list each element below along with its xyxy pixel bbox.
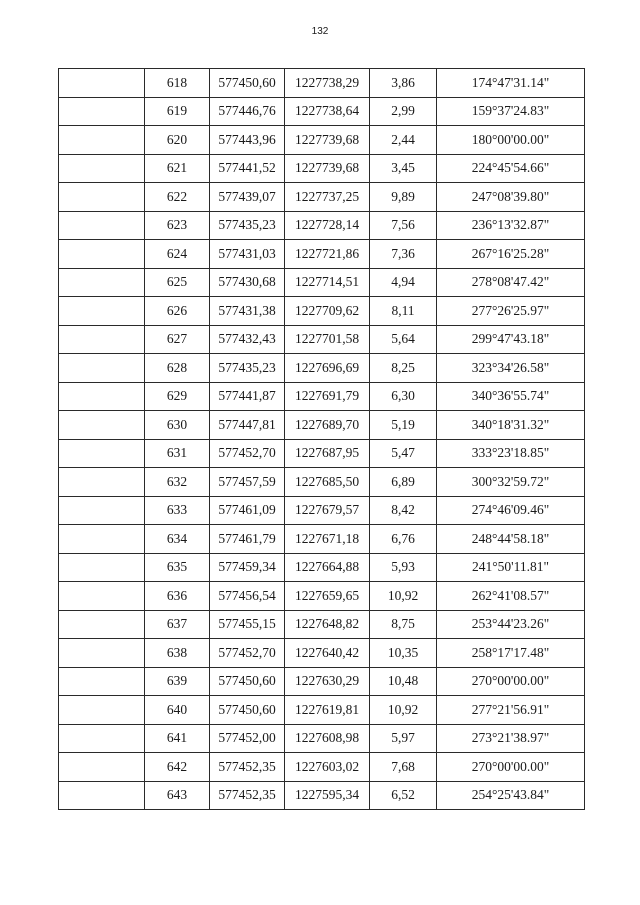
- x-coordinate-cell: 577435,23: [210, 211, 285, 240]
- direction-angle-cell: 241°50'11.81": [437, 553, 585, 582]
- direction-angle-cell: 333°23'18.85": [437, 439, 585, 468]
- point-number-cell: 642: [145, 753, 210, 782]
- direction-angle-cell: 300°32'59.72": [437, 468, 585, 497]
- point-number-cell: 625: [145, 268, 210, 297]
- x-coordinate-cell: 577450,60: [210, 667, 285, 696]
- region-cell: [59, 411, 145, 440]
- point-number-cell: 619: [145, 97, 210, 126]
- direction-angle-cell: 323°34'26.58": [437, 354, 585, 383]
- y-coordinate-cell: 1227714,51: [285, 268, 370, 297]
- y-coordinate-cell: 1227691,79: [285, 382, 370, 411]
- y-coordinate-cell: 1227640,42: [285, 639, 370, 668]
- region-cell: [59, 97, 145, 126]
- distance-cell: 3,86: [370, 69, 437, 98]
- point-number-cell: 632: [145, 468, 210, 497]
- x-coordinate-cell: 577455,15: [210, 610, 285, 639]
- x-coordinate-cell: 577441,52: [210, 154, 285, 183]
- y-coordinate-cell: 1227659,65: [285, 582, 370, 611]
- direction-angle-cell: 267°16'25.28": [437, 240, 585, 269]
- table-row: [59, 582, 585, 611]
- distance-cell: 2,99: [370, 97, 437, 126]
- point-number-cell: 620: [145, 126, 210, 155]
- x-coordinate-cell: 577439,07: [210, 183, 285, 212]
- region-cell: [59, 525, 145, 554]
- point-number-cell: 634: [145, 525, 210, 554]
- distance-cell: 10,92: [370, 696, 437, 725]
- distance-cell: 6,89: [370, 468, 437, 497]
- table-row: [59, 610, 585, 639]
- direction-angle-cell: 224°45'54.66": [437, 154, 585, 183]
- distance-cell: 3,45: [370, 154, 437, 183]
- region-cell: [59, 325, 145, 354]
- distance-cell: 5,19: [370, 411, 437, 440]
- table-row: [59, 639, 585, 668]
- x-coordinate-cell: 577432,43: [210, 325, 285, 354]
- y-coordinate-cell: 1227721,86: [285, 240, 370, 269]
- x-coordinate-cell: 577441,87: [210, 382, 285, 411]
- distance-cell: 8,42: [370, 496, 437, 525]
- direction-angle-cell: 236°13'32.87": [437, 211, 585, 240]
- distance-cell: 7,36: [370, 240, 437, 269]
- region-cell: [59, 753, 145, 782]
- direction-angle-cell: 278°08'47.42": [437, 268, 585, 297]
- point-number-cell: 638: [145, 639, 210, 668]
- x-coordinate-cell: 577452,70: [210, 439, 285, 468]
- region-cell: [59, 268, 145, 297]
- direction-angle-cell: 277°26'25.97": [437, 297, 585, 326]
- region-cell: [59, 154, 145, 183]
- distance-cell: 10,92: [370, 582, 437, 611]
- y-coordinate-cell: 1227603,02: [285, 753, 370, 782]
- x-coordinate-cell: 577461,79: [210, 525, 285, 554]
- point-number-cell: 621: [145, 154, 210, 183]
- x-coordinate-cell: 577443,96: [210, 126, 285, 155]
- region-cell: [59, 781, 145, 810]
- direction-angle-cell: 277°21'56.91": [437, 696, 585, 725]
- x-coordinate-cell: 577431,38: [210, 297, 285, 326]
- y-coordinate-cell: 1227648,82: [285, 610, 370, 639]
- distance-cell: 8,11: [370, 297, 437, 326]
- point-number-cell: 629: [145, 382, 210, 411]
- point-number-cell: 630: [145, 411, 210, 440]
- distance-cell: 5,93: [370, 553, 437, 582]
- distance-cell: 2,44: [370, 126, 437, 155]
- region-cell: [59, 582, 145, 611]
- table-row: [59, 325, 585, 354]
- direction-angle-cell: 180°00'00.00": [437, 126, 585, 155]
- x-coordinate-cell: 577457,59: [210, 468, 285, 497]
- point-number-cell: 633: [145, 496, 210, 525]
- distance-cell: 5,97: [370, 724, 437, 753]
- table-row: [59, 297, 585, 326]
- distance-cell: 6,30: [370, 382, 437, 411]
- direction-angle-cell: 159°37'24.83": [437, 97, 585, 126]
- point-number-cell: 628: [145, 354, 210, 383]
- y-coordinate-cell: 1227619,81: [285, 696, 370, 725]
- region-cell: [59, 696, 145, 725]
- y-coordinate-cell: 1227728,14: [285, 211, 370, 240]
- point-number-cell: 626: [145, 297, 210, 326]
- region-cell: [59, 126, 145, 155]
- y-coordinate-cell: 1227738,29: [285, 69, 370, 98]
- region-cell: [59, 724, 145, 753]
- x-coordinate-cell: 577430,68: [210, 268, 285, 297]
- region-cell: [59, 240, 145, 269]
- y-coordinate-cell: 1227595,34: [285, 781, 370, 810]
- x-coordinate-cell: 577452,35: [210, 753, 285, 782]
- region-cell: [59, 496, 145, 525]
- table-row: [59, 696, 585, 725]
- distance-cell: 8,25: [370, 354, 437, 383]
- point-number-cell: 623: [145, 211, 210, 240]
- point-number-cell: 641: [145, 724, 210, 753]
- table-row: [59, 97, 585, 126]
- region-cell: [59, 69, 145, 98]
- table-row: [59, 525, 585, 554]
- region-cell: [59, 553, 145, 582]
- direction-angle-cell: 273°21'38.97": [437, 724, 585, 753]
- table-row: [59, 496, 585, 525]
- point-number-cell: 637: [145, 610, 210, 639]
- direction-angle-cell: 247°08'39.80": [437, 183, 585, 212]
- table-row: [59, 553, 585, 582]
- region-cell: [59, 354, 145, 383]
- direction-angle-cell: 258°17'17.48": [437, 639, 585, 668]
- distance-cell: 6,52: [370, 781, 437, 810]
- x-coordinate-cell: 577456,54: [210, 582, 285, 611]
- x-coordinate-cell: 577452,35: [210, 781, 285, 810]
- x-coordinate-cell: 577435,23: [210, 354, 285, 383]
- y-coordinate-cell: 1227685,50: [285, 468, 370, 497]
- table-row: [59, 69, 585, 98]
- direction-angle-cell: 174°47'31.14": [437, 69, 585, 98]
- region-cell: [59, 468, 145, 497]
- direction-angle-cell: 253°44'23.26": [437, 610, 585, 639]
- table-row: [59, 240, 585, 269]
- table-row: [59, 382, 585, 411]
- table-row: [59, 268, 585, 297]
- y-coordinate-cell: 1227737,25: [285, 183, 370, 212]
- distance-cell: 8,75: [370, 610, 437, 639]
- y-coordinate-cell: 1227739,68: [285, 154, 370, 183]
- y-coordinate-cell: 1227689,70: [285, 411, 370, 440]
- point-number-cell: 622: [145, 183, 210, 212]
- y-coordinate-cell: 1227701,58: [285, 325, 370, 354]
- y-coordinate-cell: 1227739,68: [285, 126, 370, 155]
- table-row: [59, 439, 585, 468]
- table-row: [59, 753, 585, 782]
- direction-angle-cell: 340°18'31.32": [437, 411, 585, 440]
- distance-cell: 5,64: [370, 325, 437, 354]
- distance-cell: 7,68: [370, 753, 437, 782]
- x-coordinate-cell: 577446,76: [210, 97, 285, 126]
- direction-angle-cell: 254°25'43.84": [437, 781, 585, 810]
- y-coordinate-cell: 1227630,29: [285, 667, 370, 696]
- y-coordinate-cell: 1227709,62: [285, 297, 370, 326]
- point-number-cell: 640: [145, 696, 210, 725]
- y-coordinate-cell: 1227664,88: [285, 553, 370, 582]
- direction-angle-cell: 299°47'43.18": [437, 325, 585, 354]
- distance-cell: 6,76: [370, 525, 437, 554]
- point-number-cell: 618: [145, 69, 210, 98]
- point-number-cell: 624: [145, 240, 210, 269]
- x-coordinate-cell: 577450,60: [210, 69, 285, 98]
- region-cell: [59, 297, 145, 326]
- y-coordinate-cell: 1227608,98: [285, 724, 370, 753]
- distance-cell: 5,47: [370, 439, 437, 468]
- direction-angle-cell: 340°36'55.74": [437, 382, 585, 411]
- table-row: [59, 667, 585, 696]
- table-row: [59, 411, 585, 440]
- distance-cell: 9,89: [370, 183, 437, 212]
- x-coordinate-cell: 577447,81: [210, 411, 285, 440]
- direction-angle-cell: 274°46'09.46": [437, 496, 585, 525]
- region-cell: [59, 183, 145, 212]
- point-number-cell: 643: [145, 781, 210, 810]
- table-row: [59, 211, 585, 240]
- table-row: [59, 354, 585, 383]
- x-coordinate-cell: 577461,09: [210, 496, 285, 525]
- distance-cell: 4,94: [370, 268, 437, 297]
- coordinates-table: [58, 68, 585, 810]
- distance-cell: 7,56: [370, 211, 437, 240]
- table-row: [59, 126, 585, 155]
- region-cell: [59, 667, 145, 696]
- direction-angle-cell: 270°00'00.00": [437, 753, 585, 782]
- region-cell: [59, 639, 145, 668]
- x-coordinate-cell: 577452,00: [210, 724, 285, 753]
- y-coordinate-cell: 1227679,57: [285, 496, 370, 525]
- x-coordinate-cell: 577450,60: [210, 696, 285, 725]
- table-row: [59, 724, 585, 753]
- region-cell: [59, 610, 145, 639]
- point-number-cell: 639: [145, 667, 210, 696]
- x-coordinate-cell: 577431,03: [210, 240, 285, 269]
- x-coordinate-cell: 577459,34: [210, 553, 285, 582]
- table-row: [59, 781, 585, 810]
- y-coordinate-cell: 1227738,64: [285, 97, 370, 126]
- table-row: [59, 154, 585, 183]
- y-coordinate-cell: 1227696,69: [285, 354, 370, 383]
- y-coordinate-cell: 1227671,18: [285, 525, 370, 554]
- region-cell: [59, 439, 145, 468]
- point-number-cell: 635: [145, 553, 210, 582]
- direction-angle-cell: 270°00'00.00": [437, 667, 585, 696]
- direction-angle-cell: 248°44'58.18": [437, 525, 585, 554]
- y-coordinate-cell: 1227687,95: [285, 439, 370, 468]
- distance-cell: 10,48: [370, 667, 437, 696]
- region-cell: [59, 382, 145, 411]
- point-number-cell: 627: [145, 325, 210, 354]
- point-number-cell: 636: [145, 582, 210, 611]
- point-number-cell: 631: [145, 439, 210, 468]
- distance-cell: 10,35: [370, 639, 437, 668]
- table-row: [59, 468, 585, 497]
- page-number: 132: [311, 26, 329, 37]
- table-row: [59, 183, 585, 212]
- coordinates-table-body: [59, 69, 585, 810]
- region-cell: [59, 211, 145, 240]
- x-coordinate-cell: 577452,70: [210, 639, 285, 668]
- direction-angle-cell: 262°41'08.57": [437, 582, 585, 611]
